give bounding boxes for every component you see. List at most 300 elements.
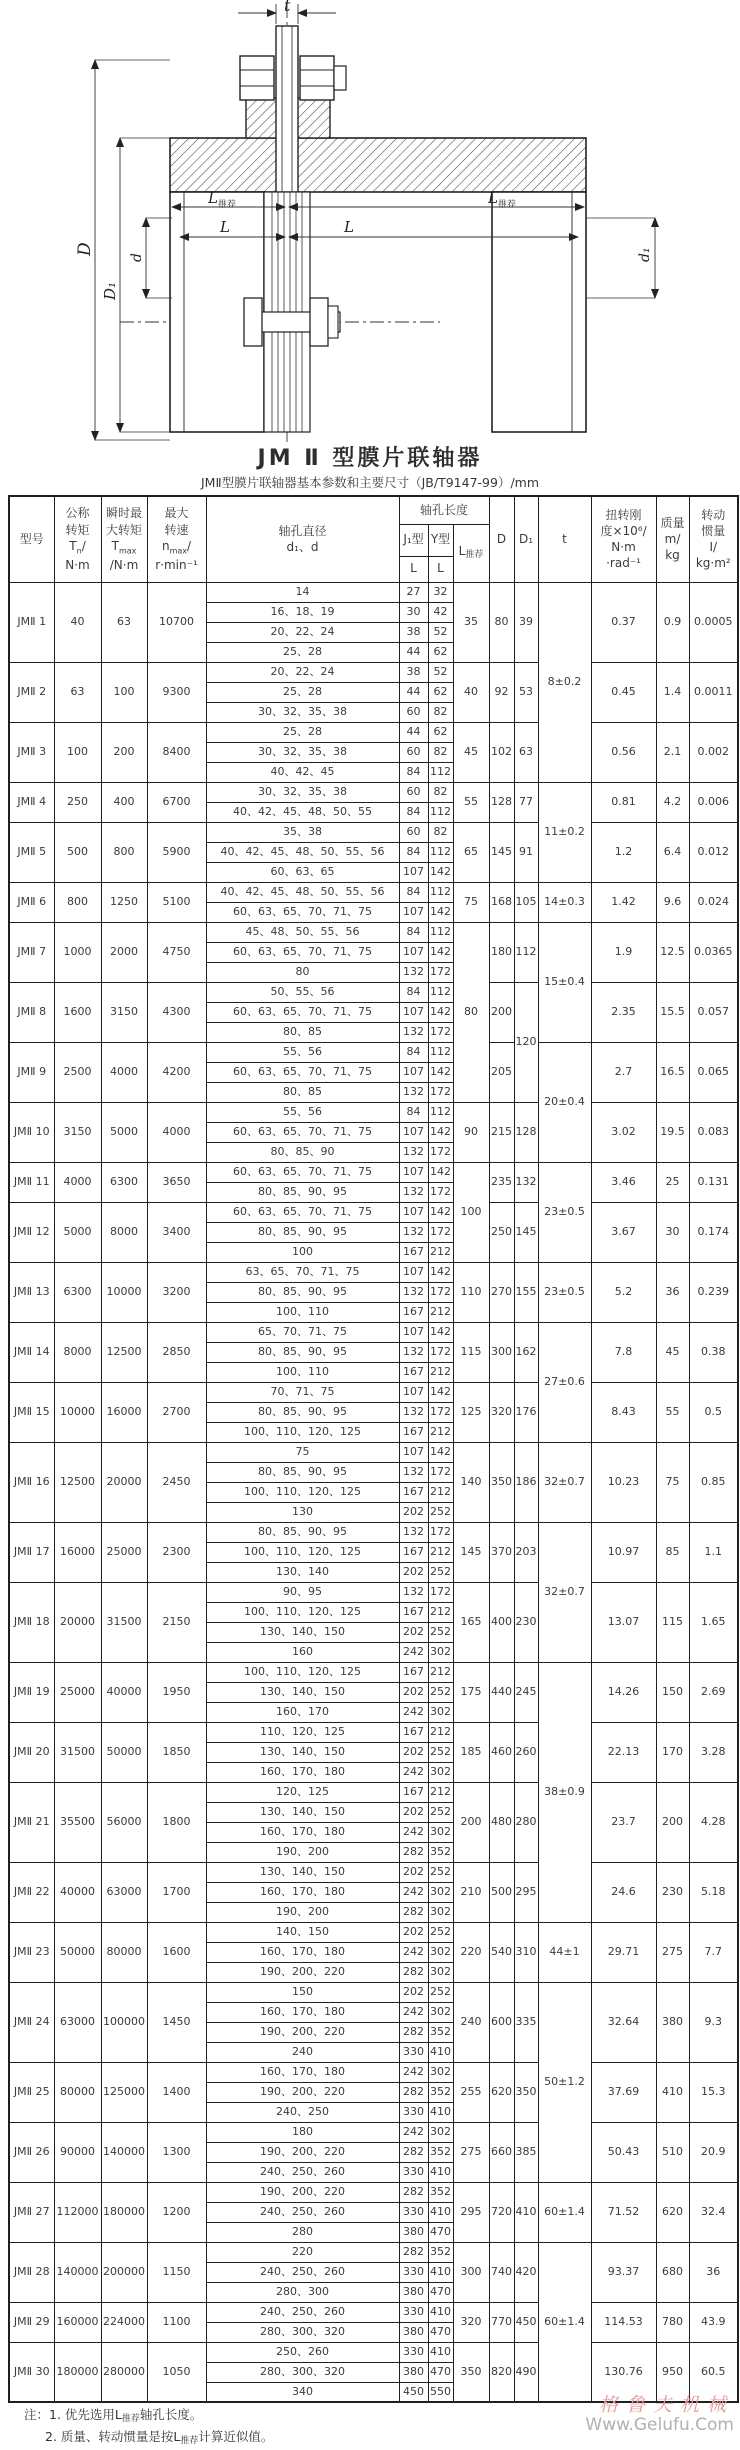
bore-diameters-cell: 30、32、35、38 bbox=[206, 782, 399, 802]
inertia-cell: 1.1 bbox=[689, 1522, 738, 1582]
spec-row bbox=[9, 782, 738, 802]
nominal-torque-cell: 1000 bbox=[54, 922, 101, 982]
outer-diameter-cell: 250 bbox=[489, 1202, 514, 1262]
y-length-cell: 302 bbox=[428, 1902, 453, 1922]
bore-diameters-cell: 190、200 bbox=[206, 1902, 399, 1922]
y-length-cell: 252 bbox=[428, 1862, 453, 1882]
stiffness-cell: 3.46 bbox=[591, 1162, 656, 1202]
bore-diameters-cell: 90、95 bbox=[206, 1582, 399, 1602]
j1-length-cell: 167 bbox=[399, 1242, 428, 1262]
j1-length-cell: 282 bbox=[399, 2182, 428, 2202]
nominal-torque-cell: 25000 bbox=[54, 1662, 101, 1722]
d1-diameter-cell: 53 bbox=[514, 662, 538, 722]
d1-diameter-cell: 162 bbox=[514, 1322, 538, 1382]
mass-cell: 230 bbox=[656, 1862, 689, 1922]
dim-label-L-rec-right-sub: 推荐 bbox=[498, 200, 517, 210]
t-dimension-cell: 44±1 bbox=[538, 1922, 591, 1982]
bore-diameters-cell: 130、140、150 bbox=[206, 1802, 399, 1822]
max-speed-cell: 1200 bbox=[147, 2182, 206, 2242]
stiffness-cell: 3.02 bbox=[591, 1102, 656, 1162]
spec-row bbox=[9, 1922, 738, 1942]
mass-cell: 0.9 bbox=[656, 582, 689, 662]
j1-length-cell: 44 bbox=[399, 682, 428, 702]
max-torque-cell: 125000 bbox=[101, 2062, 147, 2122]
bore-diameters-cell: 16、18、19 bbox=[206, 602, 399, 622]
stiffness-cell: 10.97 bbox=[591, 1522, 656, 1582]
j1-length-cell: 44 bbox=[399, 722, 428, 742]
bore-diameters-cell: 240、250、260 bbox=[206, 2262, 399, 2282]
j1-length-cell: 242 bbox=[399, 2122, 428, 2142]
nominal-torque-cell: 6300 bbox=[54, 1262, 101, 1322]
bore-diameters-cell: 340 bbox=[206, 2382, 399, 2402]
model-cell: JMⅡ 3 bbox=[9, 722, 54, 782]
col-header-max-torque: 瞬时最 大转矩 $T_{max}$ /N·m bbox=[101, 496, 147, 582]
j1-length-cell: 380 bbox=[399, 2362, 428, 2382]
nominal-torque-cell: 5000 bbox=[54, 1202, 101, 1262]
bore-diameters-cell: 280、300、320 bbox=[206, 2362, 399, 2382]
bore-diameters-cell: 25、28 bbox=[206, 722, 399, 742]
j1-length-cell: 107 bbox=[399, 1322, 428, 1342]
stiffness-cell: 2.7 bbox=[591, 1042, 656, 1102]
col-header-j1-type: J₁型 bbox=[399, 524, 428, 556]
bore-diameters-cell: 190、200、220 bbox=[206, 2182, 399, 2202]
bore-diameters-cell: 280、300 bbox=[206, 2282, 399, 2302]
model-cell: JMⅡ 20 bbox=[9, 1722, 54, 1782]
max-torque-cell: 16000 bbox=[101, 1382, 147, 1442]
max-torque-cell: 50000 bbox=[101, 1722, 147, 1782]
nominal-torque-cell: 35500 bbox=[54, 1782, 101, 1862]
bore-diameters-cell: 40、42、45、48、50、55、56 bbox=[206, 882, 399, 902]
inertia-cell: 0.0011 bbox=[689, 662, 738, 722]
page-title: JM Ⅱ 型膜片联轴器 bbox=[257, 446, 483, 471]
bore-diameters-cell: 20、22、24 bbox=[206, 662, 399, 682]
y-length-cell: 302 bbox=[428, 2002, 453, 2022]
mass-cell: 620 bbox=[656, 2182, 689, 2242]
max-speed-cell: 6700 bbox=[147, 782, 206, 822]
bore-diameters-cell: 250、260 bbox=[206, 2342, 399, 2362]
l-recommended-cell: 295 bbox=[453, 2182, 489, 2242]
max-speed-cell: 5100 bbox=[147, 882, 206, 922]
bore-diameters-cell: 55、56 bbox=[206, 1042, 399, 1062]
outer-diameter-cell: 92 bbox=[489, 662, 514, 722]
dim-label-d1: d₁ bbox=[637, 247, 653, 262]
bore-diameters-cell: 160、170、180 bbox=[206, 2002, 399, 2022]
j1-length-cell: 242 bbox=[399, 1942, 428, 1962]
inertia-cell: 0.006 bbox=[689, 782, 738, 822]
stiffness-cell: 2.35 bbox=[591, 982, 656, 1042]
j1-length-cell: 242 bbox=[399, 1642, 428, 1662]
model-cell: JMⅡ 23 bbox=[9, 1922, 54, 1982]
y-length-cell: 172 bbox=[428, 1522, 453, 1542]
nut-left bbox=[240, 56, 274, 100]
nominal-torque-cell: 112000 bbox=[54, 2182, 101, 2242]
l-recommended-cell: 125 bbox=[453, 1382, 489, 1442]
max-torque-cell: 100 bbox=[101, 662, 147, 722]
j1-length-cell: 282 bbox=[399, 2242, 428, 2262]
nominal-torque-cell: 3150 bbox=[54, 1102, 101, 1162]
mass-cell: 170 bbox=[656, 1722, 689, 1782]
t-dimension-cell: 60±1.4 bbox=[538, 2182, 591, 2242]
outer-diameter-cell: 620 bbox=[489, 2062, 514, 2122]
j1-length-cell: 107 bbox=[399, 1442, 428, 1462]
inertia-cell: 4.28 bbox=[689, 1782, 738, 1862]
l-recommended-cell: 200 bbox=[453, 1782, 489, 1862]
j1-length-cell: 242 bbox=[399, 2002, 428, 2022]
bore-diameters-cell: 60、63、65、70、71、75 bbox=[206, 1062, 399, 1082]
l-recommended-cell: 35 bbox=[453, 582, 489, 662]
bore-diameters-cell: 100、110 bbox=[206, 1302, 399, 1322]
stiffness-cell: 37.69 bbox=[591, 2062, 656, 2122]
y-length-cell: 252 bbox=[428, 1502, 453, 1522]
d1-diameter-cell: 335 bbox=[514, 1982, 538, 2062]
max-speed-cell: 1950 bbox=[147, 1662, 206, 1722]
y-length-cell: 112 bbox=[428, 1042, 453, 1062]
bore-diameters-cell: 80、85、90、95 bbox=[206, 1342, 399, 1362]
d1-diameter-cell: 63 bbox=[514, 722, 538, 782]
model-cell: JMⅡ 15 bbox=[9, 1382, 54, 1442]
col-header-mass: 质量 m/ kg bbox=[656, 496, 689, 582]
y-length-cell: 212 bbox=[428, 1422, 453, 1442]
max-speed-cell: 3650 bbox=[147, 1162, 206, 1202]
col-header-max-speed: 最大 转速 $n_{max}/$ r·min⁻¹ bbox=[147, 496, 206, 582]
y-length-cell: 302 bbox=[428, 1962, 453, 1982]
t-dimension-cell: 15±0.4 bbox=[538, 922, 591, 1042]
y-length-cell: 470 bbox=[428, 2322, 453, 2342]
y-length-cell: 172 bbox=[428, 962, 453, 982]
bore-diameters-cell: 160、170、180 bbox=[206, 1942, 399, 1962]
j1-length-cell: 132 bbox=[399, 1462, 428, 1482]
y-length-cell: 352 bbox=[428, 2142, 453, 2162]
stiffness-cell: 10.23 bbox=[591, 1442, 656, 1522]
max-speed-cell: 1800 bbox=[147, 1782, 206, 1862]
y-length-cell: 302 bbox=[428, 1822, 453, 1842]
l-recommended-cell: 275 bbox=[453, 2122, 489, 2182]
y-length-cell: 212 bbox=[428, 1722, 453, 1742]
bore-diameters-cell: 30、32、35、38 bbox=[206, 702, 399, 722]
outer-diameter-cell: 235 bbox=[489, 1162, 514, 1202]
y-length-cell: 252 bbox=[428, 1982, 453, 2002]
outer-diameter-cell: 180 bbox=[489, 922, 514, 982]
y-length-cell: 142 bbox=[428, 862, 453, 882]
max-speed-cell: 4750 bbox=[147, 922, 206, 982]
outer-diameter-cell: 820 bbox=[489, 2342, 514, 2402]
stiffness-cell: 14.26 bbox=[591, 1662, 656, 1722]
j1-length-cell: 84 bbox=[399, 762, 428, 782]
dim-label-L-rec-left: L bbox=[208, 189, 218, 207]
outer-diameter-cell: 440 bbox=[489, 1662, 514, 1722]
bore-diameters-cell: 190、200、220 bbox=[206, 1962, 399, 1982]
y-length-cell: 62 bbox=[428, 642, 453, 662]
inertia-cell: 0.057 bbox=[689, 982, 738, 1042]
bore-diameters-cell: 40、42、45 bbox=[206, 762, 399, 782]
model-cell: JMⅡ 1 bbox=[9, 582, 54, 662]
y-length-cell: 212 bbox=[428, 1362, 453, 1382]
d1-diameter-cell: 385 bbox=[514, 2122, 538, 2182]
spec-row bbox=[9, 1862, 738, 1882]
y-length-cell: 410 bbox=[428, 2202, 453, 2222]
outer-diameter-cell: 320 bbox=[489, 1382, 514, 1442]
y-length-cell: 352 bbox=[428, 1842, 453, 1862]
bore-diameters-cell: 25、28 bbox=[206, 682, 399, 702]
j1-length-cell: 167 bbox=[399, 1602, 428, 1622]
y-length-cell: 142 bbox=[428, 1442, 453, 1462]
l-recommended-cell: 110 bbox=[453, 1262, 489, 1322]
bore-diameters-cell: 100、110、120、125 bbox=[206, 1482, 399, 1502]
spec-table bbox=[8, 495, 739, 2403]
max-speed-cell: 1300 bbox=[147, 2122, 206, 2182]
col-header-model: 型号 bbox=[9, 496, 54, 582]
j1-length-cell: 282 bbox=[399, 2022, 428, 2042]
y-length-cell: 172 bbox=[428, 1222, 453, 1242]
max-speed-cell: 1050 bbox=[147, 2342, 206, 2402]
inertia-cell: 60.5 bbox=[689, 2342, 738, 2402]
d1-diameter-cell: 132 bbox=[514, 1162, 538, 1202]
bore-diameters-cell: 100、110 bbox=[206, 1362, 399, 1382]
stiffness-cell: 8.43 bbox=[591, 1382, 656, 1442]
j1-length-cell: 107 bbox=[399, 1062, 428, 1082]
dim-label-L-rec-right: L bbox=[488, 189, 498, 207]
j1-length-cell: 107 bbox=[399, 1382, 428, 1402]
max-speed-cell: 2150 bbox=[147, 1582, 206, 1662]
spec-row bbox=[9, 662, 738, 682]
mass-cell: 780 bbox=[656, 2302, 689, 2342]
model-cell: JMⅡ 29 bbox=[9, 2302, 54, 2342]
note-2: 2. 质量、转动惯量是按L推荐计算近似值。 bbox=[45, 2429, 274, 2446]
l-recommended-cell: 55 bbox=[453, 782, 489, 822]
j1-length-cell: 202 bbox=[399, 1682, 428, 1702]
l-recommended-cell: 90 bbox=[453, 1102, 489, 1162]
spec-row bbox=[9, 922, 738, 942]
y-length-cell: 112 bbox=[428, 762, 453, 782]
y-length-cell: 252 bbox=[428, 1802, 453, 1822]
outer-diameter-cell: 200 bbox=[489, 982, 514, 1042]
spec-row bbox=[9, 1662, 738, 1682]
col-header-inertia: 转动 惯量 I/ kg·m² bbox=[689, 496, 738, 582]
t-dimension-cell: 11±0.2 bbox=[538, 782, 591, 882]
outer-diameter-cell: 215 bbox=[489, 1102, 514, 1162]
j1-length-cell: 282 bbox=[399, 2082, 428, 2102]
j1-length-cell: 202 bbox=[399, 1922, 428, 1942]
model-cell: JMⅡ 7 bbox=[9, 922, 54, 982]
nominal-torque-cell: 500 bbox=[54, 822, 101, 882]
j1-length-cell: 380 bbox=[399, 2222, 428, 2242]
y-length-cell: 352 bbox=[428, 2082, 453, 2102]
max-speed-cell: 2450 bbox=[147, 1442, 206, 1522]
d1-diameter-cell: 295 bbox=[514, 1862, 538, 1922]
nominal-torque-cell: 16000 bbox=[54, 1522, 101, 1582]
d1-diameter-cell: 145 bbox=[514, 1202, 538, 1262]
outer-diameter-cell: 660 bbox=[489, 2122, 514, 2182]
max-torque-cell: 200 bbox=[101, 722, 147, 782]
stiffness-cell: 3.67 bbox=[591, 1202, 656, 1262]
model-cell: JMⅡ 17 bbox=[9, 1522, 54, 1582]
j1-length-cell: 84 bbox=[399, 922, 428, 942]
outer-diameter-cell: 400 bbox=[489, 1582, 514, 1662]
spec-row bbox=[9, 1102, 738, 1122]
flange-section bbox=[170, 138, 586, 192]
j1-length-cell: 107 bbox=[399, 1262, 428, 1282]
j1-length-cell: 282 bbox=[399, 1842, 428, 1862]
model-cell: JMⅡ 4 bbox=[9, 782, 54, 822]
j1-length-cell: 330 bbox=[399, 2162, 428, 2182]
col-header-l-recommended: L推荐 bbox=[453, 524, 489, 582]
l-recommended-cell: 65 bbox=[453, 822, 489, 882]
j1-length-cell: 132 bbox=[399, 1082, 428, 1102]
y-length-cell: 172 bbox=[428, 1582, 453, 1602]
mass-cell: 25 bbox=[656, 1162, 689, 1202]
j1-length-cell: 84 bbox=[399, 802, 428, 822]
l-recommended-cell: 115 bbox=[453, 1322, 489, 1382]
j1-length-cell: 84 bbox=[399, 982, 428, 1002]
y-length-cell: 410 bbox=[428, 2262, 453, 2282]
bore-diameters-cell: 140、150 bbox=[206, 1922, 399, 1942]
bore-diameters-cell: 80、85、90、95 bbox=[206, 1182, 399, 1202]
max-torque-cell: 40000 bbox=[101, 1662, 147, 1722]
inertia-cell: 15.3 bbox=[689, 2062, 738, 2122]
j1-length-cell: 132 bbox=[399, 1342, 428, 1362]
nominal-torque-cell: 160000 bbox=[54, 2302, 101, 2342]
j1-length-cell: 330 bbox=[399, 2102, 428, 2122]
j1-length-cell: 330 bbox=[399, 2202, 428, 2222]
bore-diameters-cell: 14 bbox=[206, 582, 399, 602]
d1-diameter-cell: 91 bbox=[514, 822, 538, 882]
spec-row bbox=[9, 1382, 738, 1402]
y-length-cell: 62 bbox=[428, 682, 453, 702]
l-recommended-cell: 145 bbox=[453, 1522, 489, 1582]
bore-diameters-cell: 80、85、90、95 bbox=[206, 1462, 399, 1482]
max-speed-cell: 4200 bbox=[147, 1042, 206, 1102]
y-length-cell: 52 bbox=[428, 622, 453, 642]
model-cell: JMⅡ 9 bbox=[9, 1042, 54, 1102]
model-cell: JMⅡ 21 bbox=[9, 1782, 54, 1862]
bore-diameters-cell: 40、42、45、48、50、55 bbox=[206, 802, 399, 822]
bore-diameters-cell: 160、170、180 bbox=[206, 1822, 399, 1842]
outer-diameter-cell: 350 bbox=[489, 1442, 514, 1522]
stiffness-cell: 50.43 bbox=[591, 2122, 656, 2182]
bore-diameters-cell: 130、140、150 bbox=[206, 1862, 399, 1882]
max-torque-cell: 56000 bbox=[101, 1782, 147, 1862]
j1-length-cell: 132 bbox=[399, 1182, 428, 1202]
j1-length-cell: 107 bbox=[399, 862, 428, 882]
stiffness-cell: 29.71 bbox=[591, 1922, 656, 1982]
max-torque-cell: 400 bbox=[101, 782, 147, 822]
d1-diameter-cell: 77 bbox=[514, 782, 538, 822]
max-torque-cell: 4000 bbox=[101, 1042, 147, 1102]
j1-length-cell: 330 bbox=[399, 2302, 428, 2322]
bore-diameters-cell: 190、200、220 bbox=[206, 2082, 399, 2102]
y-length-cell: 172 bbox=[428, 1402, 453, 1422]
lower-bolt-tip bbox=[328, 306, 338, 338]
y-length-cell: 112 bbox=[428, 982, 453, 1002]
d1-diameter-cell: 245 bbox=[514, 1662, 538, 1722]
bore-diameters-cell: 240、250、260 bbox=[206, 2202, 399, 2222]
y-length-cell: 410 bbox=[428, 2302, 453, 2322]
mass-cell: 2.1 bbox=[656, 722, 689, 782]
max-torque-cell: 63 bbox=[101, 582, 147, 662]
mass-cell: 950 bbox=[656, 2342, 689, 2402]
max-speed-cell: 2300 bbox=[147, 1522, 206, 1582]
nominal-torque-cell: 250 bbox=[54, 782, 101, 822]
t-dimension-cell: 27±0.6 bbox=[538, 1322, 591, 1442]
d1-diameter-cell: 186 bbox=[514, 1442, 538, 1522]
model-cell: JMⅡ 8 bbox=[9, 982, 54, 1042]
j1-length-cell: 60 bbox=[399, 742, 428, 762]
max-torque-cell: 100000 bbox=[101, 1982, 147, 2062]
nominal-torque-cell: 100 bbox=[54, 722, 101, 782]
outer-diameter-cell: 600 bbox=[489, 1982, 514, 2062]
j1-length-cell: 107 bbox=[399, 902, 428, 922]
bore-diameters-cell: 100 bbox=[206, 1242, 399, 1262]
bore-diameters-cell: 65、70、71、75 bbox=[206, 1322, 399, 1342]
y-length-cell: 172 bbox=[428, 1342, 453, 1362]
j1-length-cell: 167 bbox=[399, 1482, 428, 1502]
outer-diameter-cell: 168 bbox=[489, 882, 514, 922]
d1-diameter-cell: 420 bbox=[514, 2242, 538, 2302]
j1-length-cell: 167 bbox=[399, 1542, 428, 1562]
j1-length-cell: 242 bbox=[399, 1822, 428, 1842]
inertia-cell: 0.0365 bbox=[689, 922, 738, 982]
t-dimension-cell: 8±0.2 bbox=[538, 582, 591, 782]
inertia-cell: 0.85 bbox=[689, 1442, 738, 1522]
spec-row bbox=[9, 1722, 738, 1742]
outer-diameter-cell: 480 bbox=[489, 1782, 514, 1862]
mass-cell: 30 bbox=[656, 1202, 689, 1262]
dim-label-L-left: L bbox=[220, 218, 230, 236]
y-length-cell: 172 bbox=[428, 1182, 453, 1202]
bore-diameters-cell: 60、63、65、70、71、75 bbox=[206, 902, 399, 922]
outer-diameter-cell: 145 bbox=[489, 822, 514, 882]
nominal-torque-cell: 80000 bbox=[54, 2062, 101, 2122]
col-header-y-type: Y型 bbox=[428, 524, 453, 556]
nominal-torque-cell: 4000 bbox=[54, 1162, 101, 1202]
model-cell: JMⅡ 22 bbox=[9, 1862, 54, 1922]
inertia-cell: 0.002 bbox=[689, 722, 738, 782]
outer-diameter-cell: 102 bbox=[489, 722, 514, 782]
l-recommended-cell: 240 bbox=[453, 1982, 489, 2062]
l-recommended-cell: 40 bbox=[453, 662, 489, 722]
y-length-cell: 172 bbox=[428, 1142, 453, 1162]
y-length-cell: 142 bbox=[428, 1202, 453, 1222]
max-torque-cell: 224000 bbox=[101, 2302, 147, 2342]
max-torque-cell: 1250 bbox=[101, 882, 147, 922]
max-torque-cell: 5000 bbox=[101, 1102, 147, 1162]
max-torque-cell: 140000 bbox=[101, 2122, 147, 2182]
inertia-cell: 0.131 bbox=[689, 1162, 738, 1202]
max-speed-cell: 8400 bbox=[147, 722, 206, 782]
mass-cell: 15.5 bbox=[656, 982, 689, 1042]
model-cell: JMⅡ 24 bbox=[9, 1982, 54, 2062]
d1-diameter-cell: 39 bbox=[514, 582, 538, 662]
nominal-torque-cell: 2500 bbox=[54, 1042, 101, 1102]
mass-cell: 36 bbox=[656, 1262, 689, 1322]
inertia-cell: 2.69 bbox=[689, 1662, 738, 1722]
stiffness-cell: 1.9 bbox=[591, 922, 656, 982]
spec-row bbox=[9, 1522, 738, 1542]
max-speed-cell: 4300 bbox=[147, 982, 206, 1042]
max-speed-cell: 1850 bbox=[147, 1722, 206, 1782]
j1-length-cell: 282 bbox=[399, 1962, 428, 1982]
t-dimension-cell: 14±0.3 bbox=[538, 882, 591, 922]
spec-row bbox=[9, 822, 738, 842]
stiffness-cell: 1.42 bbox=[591, 882, 656, 922]
bore-diameters-cell: 190、200、220 bbox=[206, 2142, 399, 2162]
y-length-cell: 352 bbox=[428, 2182, 453, 2202]
model-cell: JMⅡ 13 bbox=[9, 1262, 54, 1322]
d1-diameter-cell: 260 bbox=[514, 1722, 538, 1782]
dim-label-L-right: L bbox=[344, 218, 354, 236]
d1-diameter-cell: 155 bbox=[514, 1262, 538, 1322]
j1-length-cell: 380 bbox=[399, 2282, 428, 2302]
